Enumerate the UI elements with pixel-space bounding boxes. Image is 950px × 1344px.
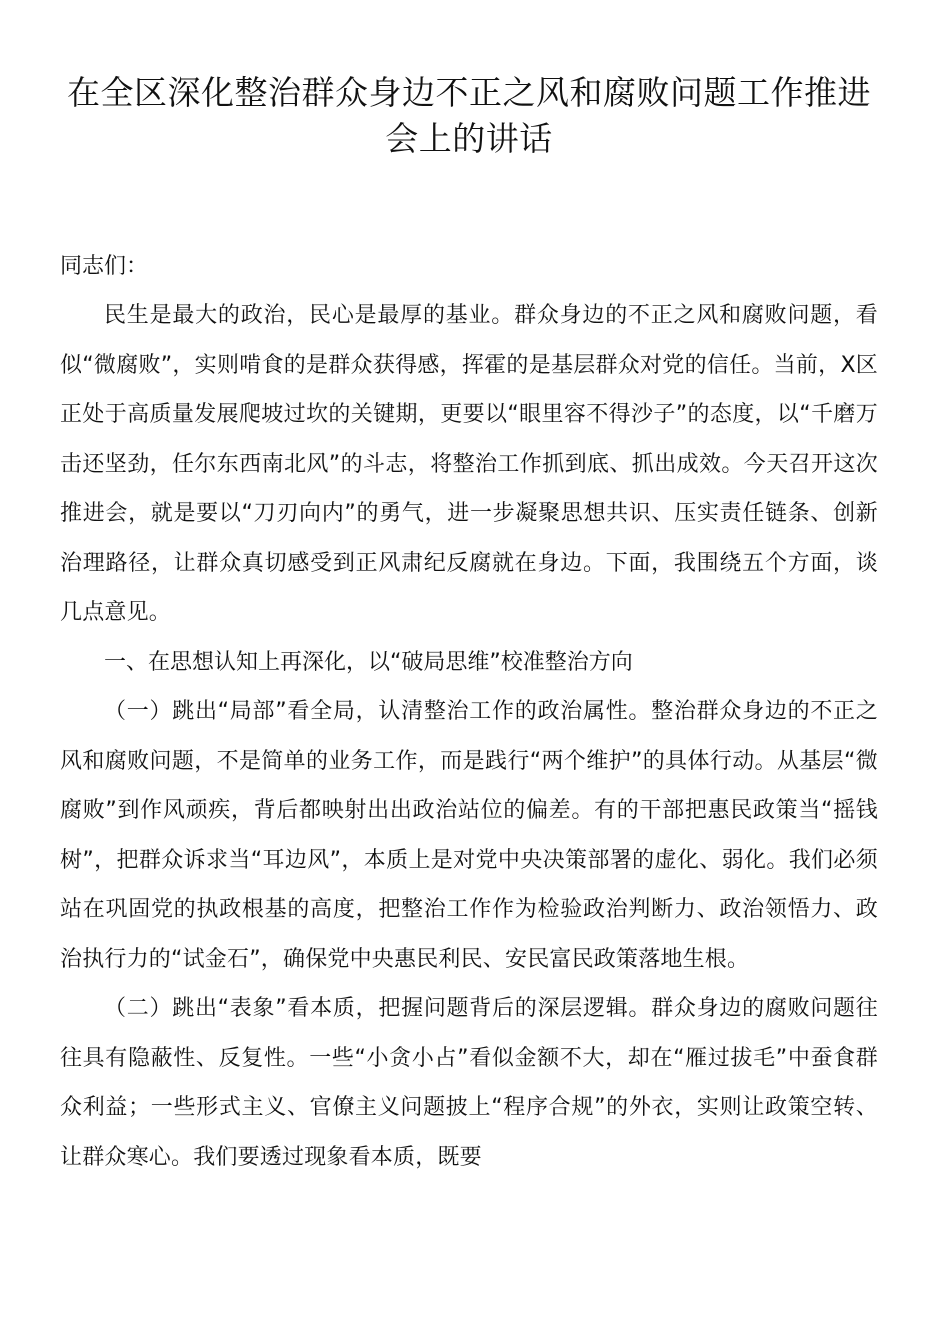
paragraph-subsection-1: （一）跳出“局部”看全局，认清整治工作的政治属性。整治群众身边的不正之风和腐败问题，不是简单的业务工作，而是践行“两个维护”的具体行动。从基层“微腐败”到作风顽疾，背后都映射出出政治站位的偏差。有的干部把惠民政策当“摇钱树”，把群众诉求当“耳边风”，本质上是对党中央决策部署的虚化、弱化。我们必须站在巩固党的执政根基的高度，把整治工作作为检验政治判断力、政治领悟力、政治执行力的“试金石”，确保党中央惠民利民、安民富民政策落地生根。 bbox=[60, 699, 878, 972]
paragraph-subsection-2: （二）跳出“表象”看本质，把握问题背后的深层逻辑。群众身边的腐败问题往往具有隐蔽性、反复性。一些“小贪小占”看似金额不大，却在“雁过拔毛”中蚕食群众利益；一些形式主义、官僚主义问题披上“程序合规”的外衣，实则让政策空转、让群众寒心。我们要透过现象看本质，既要 bbox=[60, 996, 878, 1170]
paragraph-intro: 民生是最大的政治，民心是最厚的基业。群众身边的不正之风和腐败问题，看似“微腐败”，实则啃食的是群众获得感，挥霍的是基层群众对党的信任。当前，X区正处于高质量发展爬坡过坎的关键期，更要以“眼里容不得沙子”的态度，以“千磨万击还坚劲，任尔东西南北风”的斗志，将整治工作抓到底、抓出成效。今天召开这次推进会，就是要以“刀刃向内”的勇气，进一步凝聚思想共识、压实责任链条、创新治理路径，让群众真切感受到正风肃纪反腐就在身边。下面，我围绕五个方面，谈几点意见。 bbox=[60, 303, 878, 625]
page-title: 在全区深化整治群众身边不正之风和腐败问题工作推进会上的讲话 bbox=[67, 73, 871, 158]
section-heading-1: 一、在思想认知上再深化，以“破局思维”校准整治方向 bbox=[104, 649, 633, 675]
salutation: 同志们： bbox=[60, 254, 149, 279]
